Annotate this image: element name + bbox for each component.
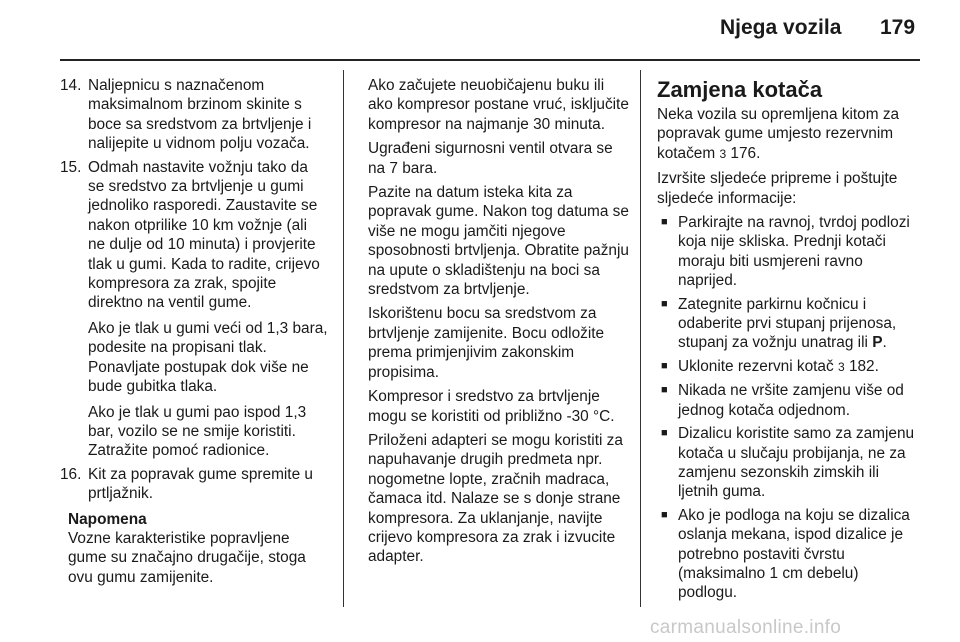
paragraph: Iskorištenu bocu sa sredstvom za brtvljenje zamijenite. Bocu odložite prema primjenjivim zakonskim propisima. <box>368 305 605 381</box>
bullet-item <box>657 381 921 420</box>
page-number: 179 <box>880 16 916 39</box>
bullet-text <box>678 295 921 353</box>
item-number: 16. <box>60 465 82 483</box>
item-text: Naljepnicu s naznačenom maksimalnom brzinom skinite s boce sa sredstvom za brtvljenje i nalijepite u vidnom polju vozača. <box>88 77 312 153</box>
item-body <box>88 465 328 504</box>
intro-text: Neka vozila su opremljena kitom za popravak gume umjesto rezervnim kotačem <box>657 106 900 162</box>
header-rule <box>60 59 920 61</box>
item-body <box>88 76 328 154</box>
item-subparagraph: Ako je tlak u gumi veći od 1,3 bara, podesite na propisani tlak. Ponavljate postupak dok više ne bude gubitka tlaka. <box>88 319 328 396</box>
bullet-square-icon: ■ <box>661 384 668 397</box>
column-middle <box>368 76 630 572</box>
watermark: carmanualsonline.info <box>650 617 842 638</box>
paragraph: Ugrađeni sigurnosni ventil otvara se na 7 bara. <box>368 140 613 177</box>
bullet-text-part: Uklonite rezervni kotač <box>678 357 834 375</box>
bullet-item <box>657 213 921 291</box>
section-title: Zamjena kotača <box>657 77 823 102</box>
bullet-square-icon: ■ <box>661 427 668 440</box>
bullet-square-icon: ■ <box>661 359 668 372</box>
list-item <box>60 158 328 461</box>
item-text: Odmah nastavite vožnju tako da se sredstvo za brtvljenje u gumi jednoliko rasporedi. Zaustavite se nakon otprilike 10 km vožnje (ali ne dulje od 10 minuta) i provjerite tlak u gumi. Kada to radite, crijevo kompresora za zrak, spojite direktno na ventil gume. <box>88 158 320 312</box>
page-reference-arrow-icon: 3 <box>719 146 727 161</box>
note-box <box>68 510 328 588</box>
column-divider-right <box>640 70 641 607</box>
paragraph: Pazite na datum isteka kita za popravak gume. Nakon tog datuma se više ne mogu jamčiti njegove sposobnosti brtvljenja. Obratite pažnju na upute o skladištenju na boci sa sredstvom za brtvljenje. <box>368 184 629 299</box>
intro-paragraph <box>657 105 921 164</box>
item-body <box>88 158 328 461</box>
item-number: 15. <box>60 158 82 176</box>
gear-position-label: P <box>872 334 883 352</box>
bullet-text <box>678 357 921 377</box>
bullet-item <box>657 295 921 353</box>
intro-paragraph: Izvršite sljedeće pripreme i poštujte sljedeće informacije: <box>657 170 898 207</box>
paragraph: Kompresor i sredstvo za brtvljenje mogu se koristiti od približno -30 °C. <box>368 388 615 425</box>
paragraph: Priloženi adapteri se mogu koristiti za napuhavanje drugih predmeta npr. nogometne lopte, zračnih madraca, čamaca itd. Nalaze se s donje strane kompresora. Za uklanjanje, navijte crijevo kompresora za zrak i izvucite adapter. <box>368 431 623 566</box>
note-text: Vozne karakteristike popravljene gume su značajno drugačije, stoga ovu gumu zamijenite. <box>68 529 306 586</box>
bullet-text: Nikada ne vršite zamjenu više od jednog kotača odjednom. <box>678 382 904 419</box>
column-right <box>657 76 921 607</box>
bullet-item <box>657 357 921 377</box>
bullet-text-end: . <box>882 334 887 352</box>
item-subparagraph: Ako je tlak u gumi pao ispod 1,3 bar, vozilo se ne smije koristiti. Zatražite pomoć radionice. <box>88 403 307 460</box>
bullet-text: Parkirajte na ravnoj, tvrdoj podlozi koja nije skliska. Prednji kotači moraju biti usmjereni ravno naprijed. <box>678 214 910 290</box>
page-reference: 176. <box>730 144 761 162</box>
bullet-square-icon: ■ <box>661 216 668 229</box>
bullet-square-icon: ■ <box>661 297 668 310</box>
paragraph: Ako začujete neuobičajenu buku ili ako kompresor postane vruć, isključite kompresor na najmanje 30 minuta. <box>368 77 629 133</box>
page-reference: 182. <box>848 357 879 375</box>
list-item <box>60 76 328 154</box>
item-text: Kit za popravak gume spremite u prtljažnik. <box>88 465 313 503</box>
item-number: 14. <box>60 77 82 94</box>
bullet-text: Dizalicu koristite samo za zamjenu kotača u slučaju probijanja, ne za zamjenu sezonskih zimskih ili ljetnih guma. <box>678 425 915 501</box>
list-item <box>60 465 328 504</box>
bullet-item <box>657 424 921 502</box>
page-reference-arrow-icon: 3 <box>837 359 845 374</box>
bullet-text-part: Zategnite parkirnu kočnicu i odaberite prvi stupanj prijenosa, stupanj za vožnju unatrag ili <box>678 295 897 352</box>
bullet-text: Ako je podloga na koju se dizalica oslanja mekana, ispod dizalice je potrebno postaviti čvrstu (maksimalno 1 cm debelu) podlogu. <box>678 506 910 602</box>
column-left <box>60 76 328 587</box>
header-title: Njega vozila <box>720 16 842 39</box>
note-title: Napomena <box>68 510 147 528</box>
bullet-item <box>657 506 921 603</box>
bullet-square-icon: ■ <box>661 508 668 521</box>
column-divider-left <box>343 70 344 607</box>
